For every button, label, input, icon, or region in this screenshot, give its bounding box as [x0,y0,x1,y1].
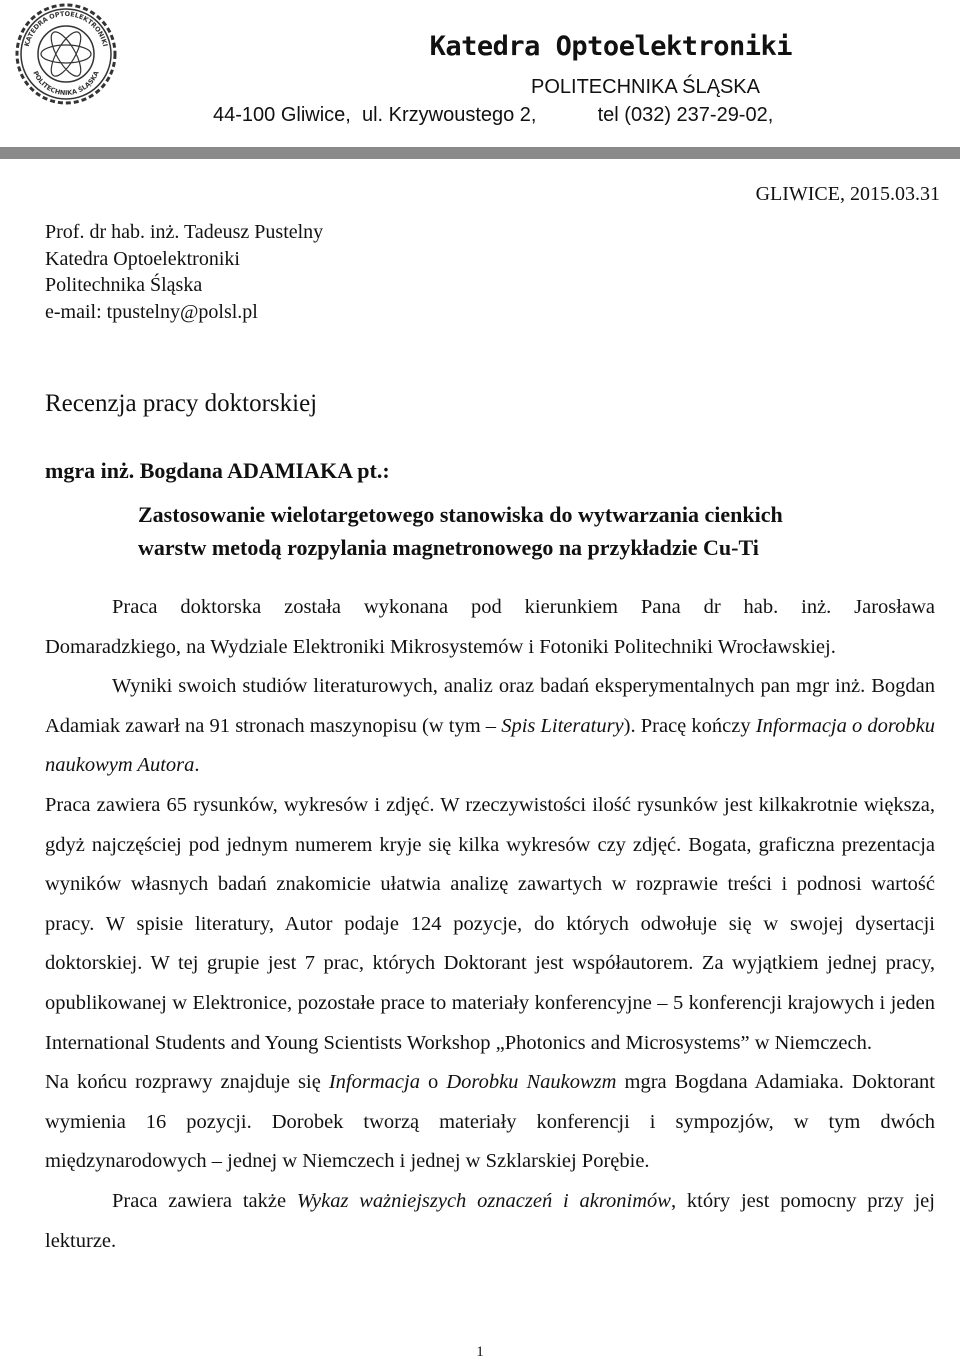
paragraph-2-text-2: ). Pracę kończy [623,714,756,737]
header-university: POLITECHNIKA ŚLĄSKA [531,76,760,98]
thesis-title-line-1: Zastosowanie wielotargetowego stanowiska do wytwarzania cienkich [138,502,783,527]
paragraph-4-text-2: o [419,1071,447,1094]
paragraph-4-text: Na końcu rozprawy znajduje się [45,1071,329,1094]
author-department: Katedra Optoelektroniki [45,247,240,270]
header-divider [0,147,960,159]
candidate-name: mgra inż. Bogdana ADAMIAKA pt.: [45,458,390,483]
paragraph-5-text-2: , który jest pomocny przy jej lekturze. [45,1189,935,1252]
paragraph-4-emphasis-2: Dorobku Naukowzm [446,1071,617,1094]
paragraph-4 [45,1063,935,1182]
logo-ring-top-text: KATEDRA OPTOELEKTRONIKI [22,9,110,48]
author-university: Politechnika Śląska [45,274,203,296]
author-block [45,219,323,325]
letter-date: GLIWICE, 2015.03.31 [755,183,940,205]
svg-text:KATEDRA OPTOELEKTRONIKI [23,10,109,47]
paragraph-4-emphasis-1: Informacja [328,1071,420,1094]
author-name: Prof. dr hab. inż. Tadeusz Pustelny [45,221,324,243]
author-email: e-mail: tpustelny@polsl.pl [45,300,258,323]
logo-ring-bottom-text: POLITECHNIKA ŚLĄSKA [31,69,101,98]
paragraph-2-emphasis-1: Spis Literatury [501,714,624,737]
header-department: Katedra Optoelektroniki [429,31,792,62]
paragraph-1-line-2: Domaradzkiego, na Wydziale Elektroniki Mikrosystemów i Fotoniki Politechniki Wrocławskiej. [45,635,836,658]
paragraph-4-text-3: mgra Bogdana Adamiaka. Doktorant wymienia 16 pozycji. Dorobek tworzą materiały konferencji i sympozjów, w tym dwóch międzynarodowych – jednej w Niemczech i jednej w Szklarskiej Porębie. [45,1071,936,1173]
paragraph-2-text: Wyniki swoich studiów literaturowych, analiz oraz badań eksperymentalnych pan mgr inż. Bogdan Adamiak zawarł na 91 stronach maszynopisu (w tym – [45,675,935,737]
review-body [45,588,935,1261]
thesis-title [138,498,783,564]
paragraph-5-text: Praca zawiera także [112,1189,297,1212]
paragraph-2-emphasis-2: Informacja o dorobku naukowym Autora [45,714,935,777]
paragraph-3: Praca zawiera 65 rysunków, wykresów i zdjęć. W rzeczywistości ilość rysunków jest kilkakrotnie większa, gdyż najczęściej pod jednym numerem kryje się kilka wykresów czy zdjęć. Bogata, graficzna prezentacja wyników własnych badań znakomicie ułatwia analizę zawartych w rozprawie treści i podnosi wartość pracy. W spisie literatury, Autor podaje 124 pozycje, do których odwołuje się w swojej dysertacji doktorskiej. W tej grupie jest 7 prac, których Doktorant jest współautorem. Za wyjątkiem jednej pracy, opublikowanej w Elektronice, pozostałe prace to materiały konferencyjne – 5 konferencji krajowych i jeden International Students and Young Scientists Workshop „Photonics and Microsystems” w Niemczech. [45,793,935,1054]
header-address: 44-100 Gliwice, ul. Krzywoustego 2, tel (032) 237-29-02, [213,104,774,126]
page-number: 1 [476,1344,484,1360]
thesis-title-line-2: warstw metodą rozpylania magnetronowego na przykładzie Cu-Ti [138,535,759,560]
review-title: Recenzja pracy doktorskiej [45,390,318,417]
paragraph-5 [45,1182,935,1261]
paragraph-2 [45,667,935,786]
paragraph-2-text-3: . [194,754,200,777]
paragraph-5-emphasis: Wykaz ważniejszych oznaczeń i akronimów [296,1189,671,1212]
university-logo-icon [14,2,118,106]
svg-text:POLITECHNIKA ŚLĄSKA [31,70,100,97]
paragraph-1-line-1: Praca doktorska została wykonana pod kierunkiem Pana dr hab. inż. Jarosława [112,596,935,618]
